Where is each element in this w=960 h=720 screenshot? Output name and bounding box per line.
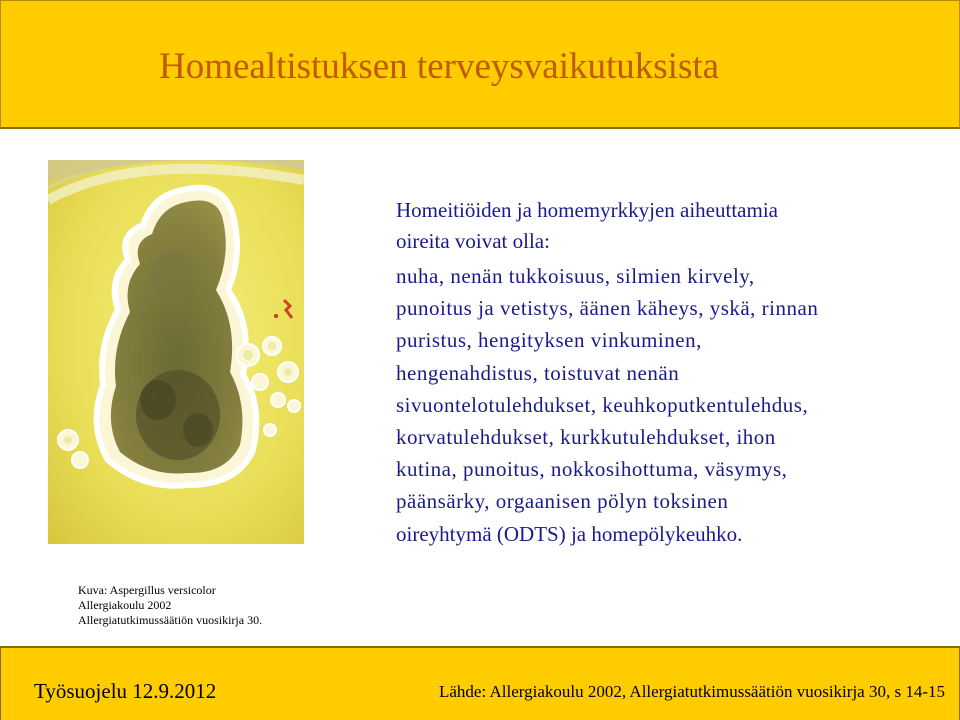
symptom-line: nuha, nenän tukkoisuus, silmien kirvely, <box>396 264 755 288</box>
footer-date: Työsuojelu 12.9.2012 <box>34 679 217 703</box>
intro-line: oireita voivat olla: <box>396 229 550 253</box>
symptom-line: korvatulehdukset, kurkkutulehdukset, ihon <box>396 425 776 450</box>
intro-paragraph <box>396 195 936 257</box>
symptom-line: kutina, punoitus, nokkosihottuma, väsymys, <box>396 457 788 482</box>
symptom-line: puristus, hengityksen vinkuminen, <box>396 328 702 353</box>
caption-line: Kuva: Aspergillus versicolor <box>78 583 216 597</box>
caption-line: Allergiatutkimussäätiön vuosikirja 30. <box>78 613 263 627</box>
symptom-line: oireyhtymä (ODTS) ja homepölykeuhko. <box>396 521 743 546</box>
title-bar <box>0 0 960 129</box>
symptoms-paragraph <box>396 260 936 550</box>
footer-source: Lähde: Allergiakoulu 2002, Allergiatutkimussäätiön vuosikirja 30, s 14-15 <box>438 682 945 701</box>
slide-title: Homealtistuksen terveysvaikutuksista <box>159 46 720 87</box>
photo-caption <box>78 583 262 628</box>
intro-line: Homeitiöiden ja homemyrkkyjen aiheuttamia <box>396 198 778 222</box>
symptom-line: sivuontelotulehdukset, keuhkoputkentulehdus, <box>396 392 809 417</box>
aspergillus-culture-photo <box>48 160 304 544</box>
footer-bar <box>0 646 960 720</box>
symptom-line: punoitus ja vetistys, äänen käheys, yskä, rinnan <box>396 296 819 321</box>
symptom-line: päänsärky, orgaanisen pölyn toksinen <box>396 489 729 514</box>
symptom-line: hengenahdistus, toistuvat nenän <box>396 360 680 385</box>
body-text <box>396 195 936 550</box>
caption-line: Allergiakoulu 2002 <box>78 598 172 612</box>
